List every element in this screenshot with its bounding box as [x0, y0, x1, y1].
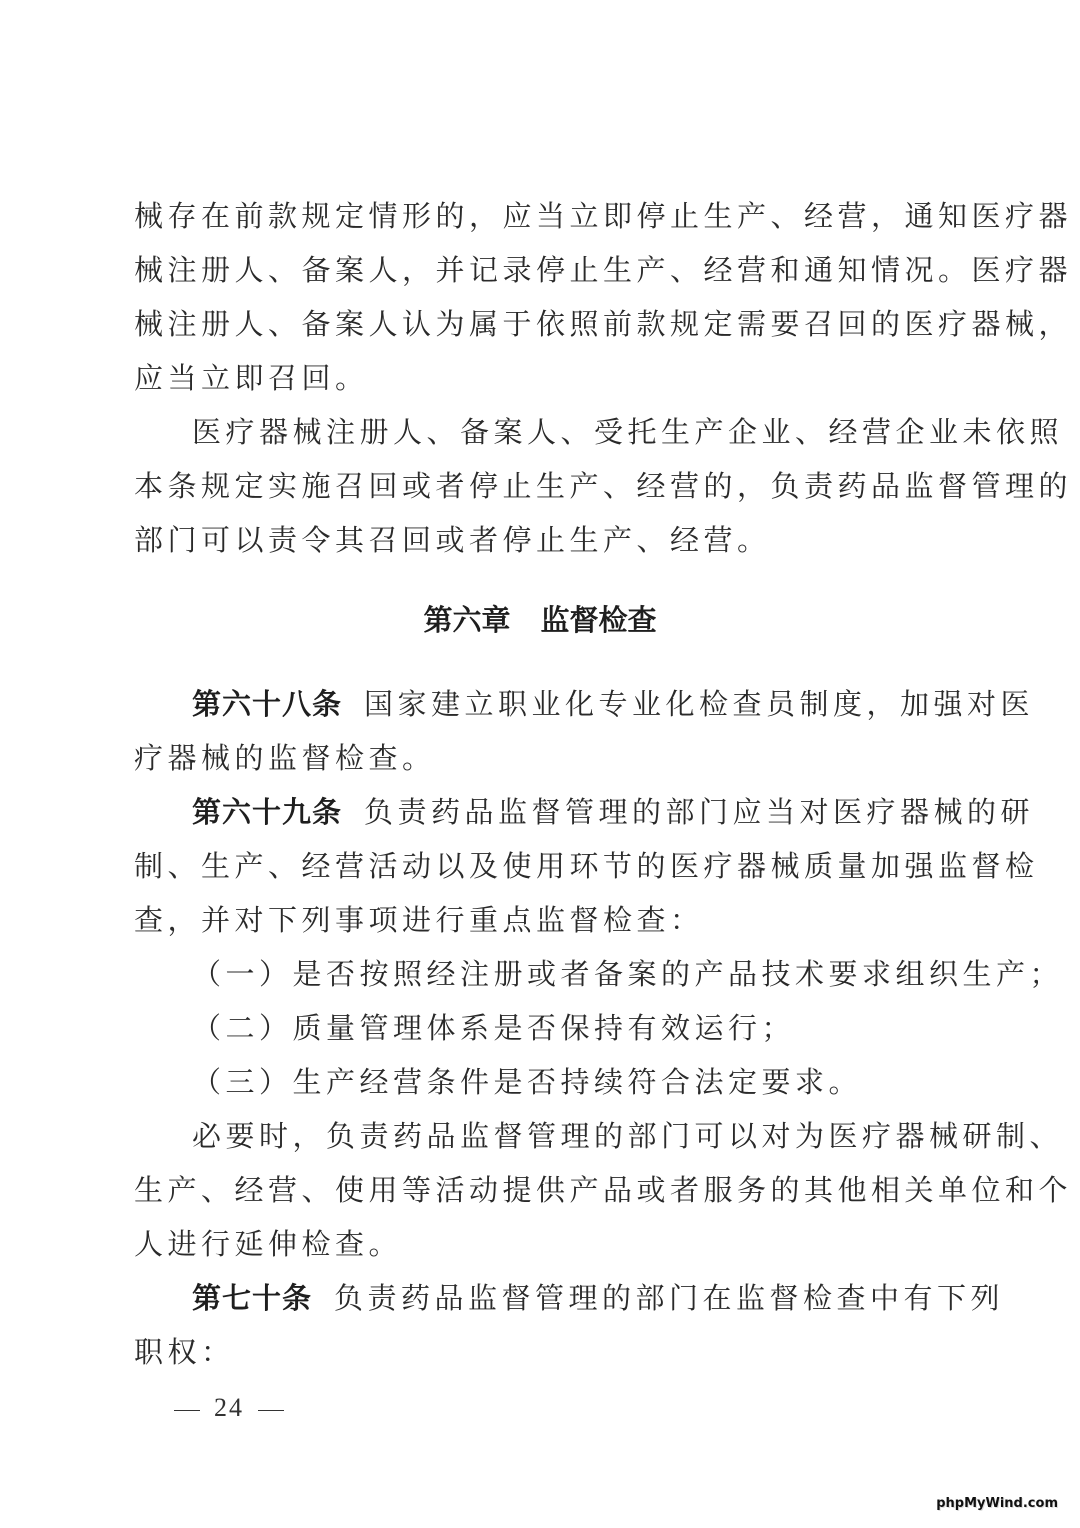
page-number	[160, 1393, 298, 1423]
text-line: 械注册人、备案人认为属于依照前款规定需要召回的医疗器械，	[134, 307, 1073, 341]
text-line: 疗器械的监督检查。	[134, 741, 436, 775]
article-label: 第六十八条	[192, 687, 343, 721]
text-line: 人进行延伸检查。	[134, 1227, 403, 1261]
article-label: 第七十条	[192, 1281, 313, 1315]
page-number-value: 24	[214, 1393, 244, 1422]
chapter-number: 第六章	[423, 603, 511, 637]
watermark: phpMyWind.com	[936, 1496, 1058, 1511]
text-line: 部门可以责令其召回或者停止生产、经营。	[134, 523, 771, 557]
text-line: 本条规定实施召回或者停止生产、经营的，负责药品监督管理的	[134, 469, 1073, 503]
chapter-heading	[0, 600, 1080, 640]
text-line: 械注册人、备案人，并记录停止生产、经营和通知情况。医疗器	[134, 253, 1073, 287]
article-text: 负责药品监督管理的部门应当对医疗器械的研	[364, 795, 1035, 829]
text-line: 查，并对下列事项进行重点监督检查：	[134, 903, 704, 937]
text-line: 生产、经营、使用等活动提供产品或者服务的其他相关单位和个	[134, 1173, 1073, 1207]
article-70-line	[192, 1278, 1005, 1318]
article-label: 第六十九条	[192, 795, 343, 829]
list-item: （一）是否按照经注册或者备案的产品技术要求组织生产；	[192, 957, 1064, 991]
article-68-line	[192, 684, 1035, 724]
text-line: 械存在前款规定情形的，应当立即停止生产、经营，通知医疗器	[134, 199, 1073, 233]
text-line: 职权：	[134, 1335, 235, 1369]
text-line: 医疗器械注册人、备案人、受托生产企业、经营企业未依照	[192, 415, 1064, 449]
article-text: 国家建立职业化专业化检查员制度，加强对医	[364, 687, 1035, 721]
dash-left	[174, 1410, 200, 1411]
text-line: 应当立即召回。	[134, 361, 369, 395]
article-69-line	[192, 792, 1035, 832]
text-line: 制、生产、经营活动以及使用环节的医疗器械质量加强监督检	[134, 849, 1039, 883]
list-item: （三）生产经营条件是否持续符合法定要求。	[192, 1065, 863, 1099]
dash-right	[258, 1410, 284, 1411]
text-line: 必要时，负责药品监督管理的部门可以对为医疗器械研制、	[192, 1119, 1064, 1153]
article-text: 负责药品监督管理的部门在监督检查中有下列	[334, 1281, 1005, 1315]
chapter-title: 监督检查	[540, 603, 657, 637]
list-item: （二）质量管理体系是否保持有效运行；	[192, 1011, 796, 1045]
